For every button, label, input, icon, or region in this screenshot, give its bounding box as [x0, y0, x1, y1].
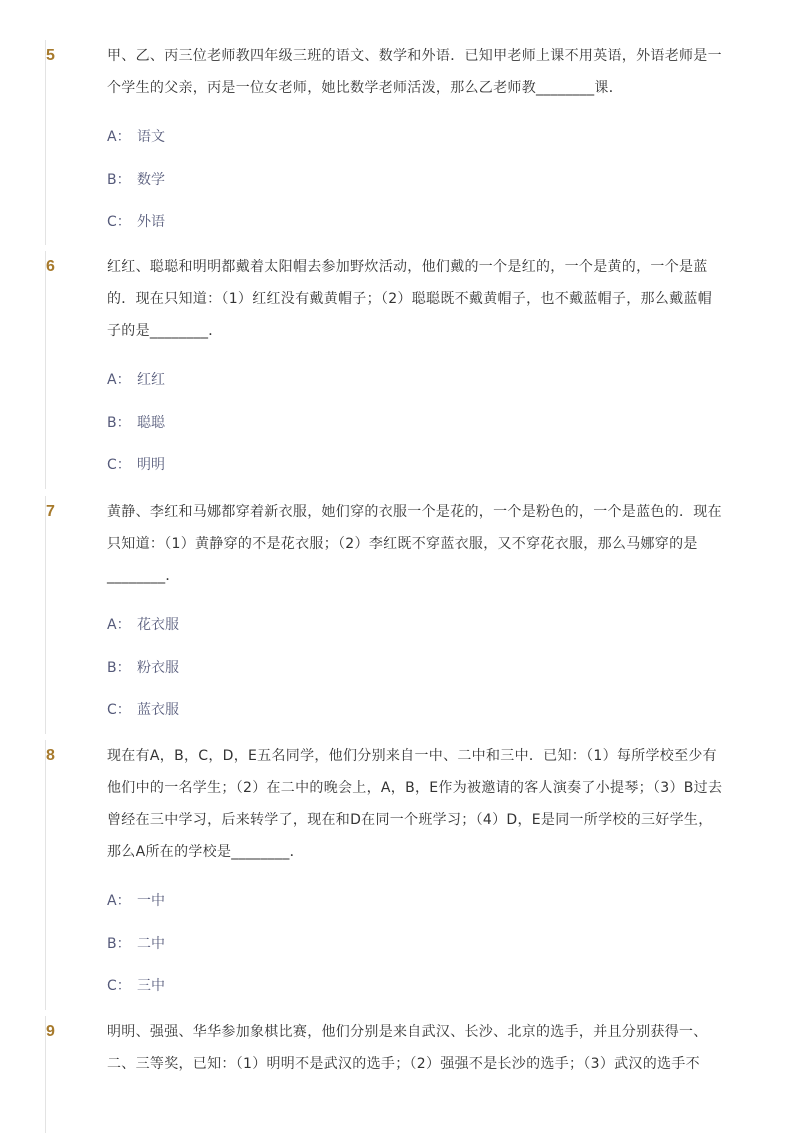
option-label: A：	[107, 372, 131, 388]
question-7	[45, 496, 726, 734]
option-label: C：	[107, 702, 131, 718]
option-a[interactable]	[107, 604, 726, 647]
option-text: 明明	[137, 457, 165, 473]
question-number: 8	[46, 740, 59, 772]
option-c[interactable]	[107, 444, 726, 487]
question-number: 9	[46, 1016, 59, 1048]
option-b[interactable]	[107, 159, 726, 202]
option-a[interactable]	[107, 880, 726, 923]
option-b[interactable]	[107, 647, 726, 690]
question-number: 7	[46, 496, 59, 528]
question-5	[45, 40, 726, 245]
option-a[interactable]	[107, 116, 726, 159]
option-label: C：	[107, 978, 131, 994]
option-text: 数学	[137, 171, 165, 188]
option-list	[107, 604, 726, 732]
option-text: 一中	[137, 893, 165, 909]
option-text: 粉衣服	[137, 659, 179, 676]
option-list	[107, 116, 726, 244]
question-9	[45, 1016, 726, 1133]
question-number: 5	[46, 40, 59, 72]
option-text: 二中	[137, 935, 165, 952]
option-text: 聪聪	[137, 414, 165, 431]
option-label: A：	[107, 617, 131, 633]
option-b[interactable]	[107, 923, 726, 966]
option-list	[107, 880, 726, 1008]
option-text: 三中	[137, 978, 165, 994]
option-text: 语文	[137, 129, 165, 145]
question-number: 6	[46, 251, 59, 283]
option-text: 花衣服	[137, 617, 179, 633]
option-b[interactable]	[107, 402, 726, 445]
option-label: A：	[107, 893, 131, 909]
question-stem: 现在有A，B，C，D，E五名同学，他们分别来自一中、二中和三中．已知：（1）每所学校至少有他们中的一名学生；（2）在二中的晚会上，A，B，E作为被邀请的客人演奏了小提琴；（3）B过去曾经在三中学习，后来转学了，现在和D在同一个班学习；（4）D，E是同一所学校的三好学生，那么A所在的学校是________．	[107, 748, 723, 860]
question-stem: 黄静、李红和马娜都穿着新衣服，她们穿的衣服一个是花的，一个是粉色的，一个是蓝色的．现在只知道：（1）黄静穿的不是花衣服；（2）李红既不穿蓝衣服，又不穿花衣服，那么马娜穿的是________．	[107, 504, 722, 584]
question-stem: 红红、聪聪和明明都戴着太阳帽去参加野炊活动，他们戴的一个是红的，一个是黄的，一个是蓝的．现在只知道：（1）红红没有戴黄帽子；（2）聪聪既不戴黄帽子，也不戴蓝帽子，那么戴蓝帽子的是________．	[107, 259, 713, 339]
option-label: C：	[107, 214, 131, 230]
question-stem: 明明、强强、华华参加象棋比赛，他们分别是来自武汉、长沙、北京的选手，并且分别获得一、二、三等奖，已知：（1）明明不是武汉的选手；（2）强强不是长沙的选手；（3）武汉的选手不	[107, 1024, 708, 1072]
option-c[interactable]	[107, 965, 726, 1008]
option-label: B：	[107, 935, 131, 952]
option-c[interactable]	[107, 201, 726, 244]
option-label: C：	[107, 457, 131, 473]
option-label: B：	[107, 659, 131, 676]
option-c[interactable]	[107, 689, 726, 732]
option-label: B：	[107, 171, 131, 188]
option-label: A：	[107, 129, 131, 145]
question-stem: 甲、乙、丙三位老师教四年级三班的语文、数学和外语．已知甲老师上课不用英语，外语老师是一个学生的父亲，丙是一位女老师，她比数学老师活泼，那么乙老师教________课．	[107, 48, 722, 96]
option-a[interactable]	[107, 359, 726, 402]
option-text: 蓝衣服	[137, 702, 179, 718]
question-6	[45, 251, 726, 489]
option-text: 红红	[137, 372, 165, 388]
option-list	[107, 359, 726, 487]
option-label: B：	[107, 414, 131, 431]
question-8	[45, 740, 726, 1010]
option-text: 外语	[137, 214, 165, 230]
